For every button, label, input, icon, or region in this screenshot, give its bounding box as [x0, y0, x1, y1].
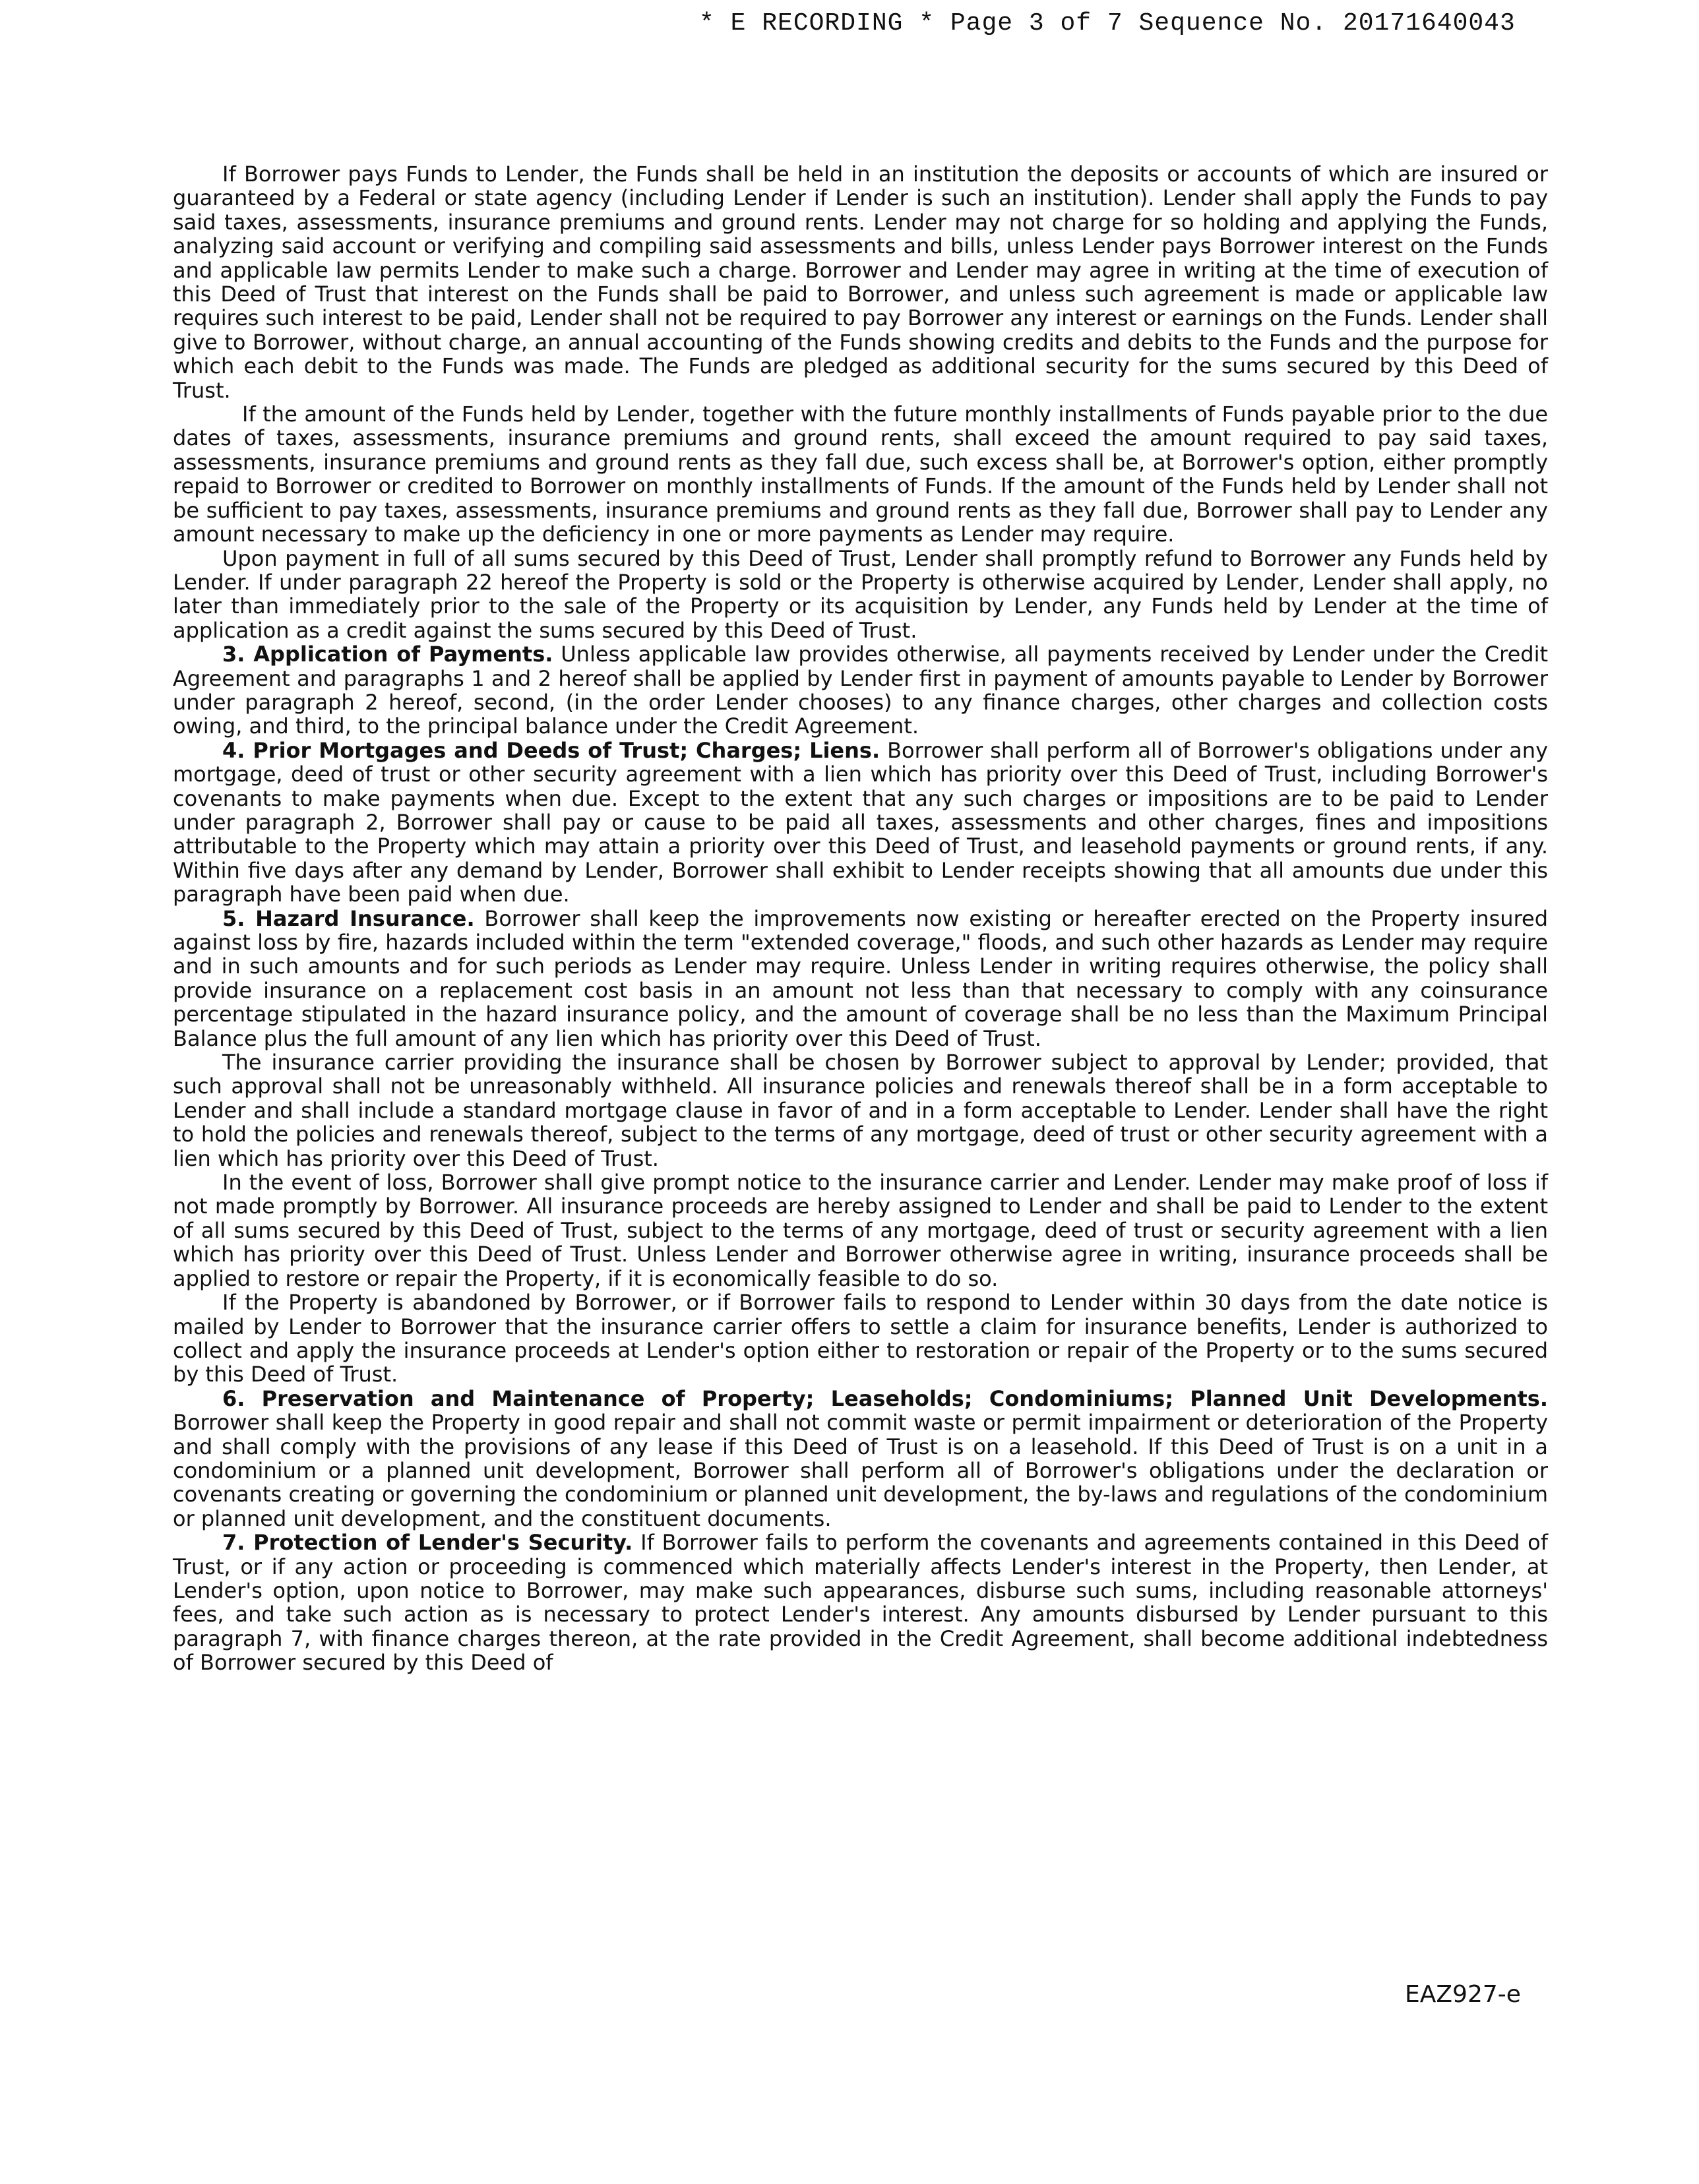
section-3-text: Unless applicable law provides otherwise, all payments received by Lender under the Credit Agreement and paragraphs 1 and 2 hereof shall be applied by Lender first in payment of amounts payable to Lender by Borrower under paragraph 2 hereof, second, (in the order Lender chooses) to any finance charges, other charges and collection costs owing, and third, to the principal balance under the Credit Agreement. — [173, 642, 1549, 739]
form-code-footer: EAZ927-e — [1405, 1981, 1521, 2008]
paragraph-event-of-loss: In the event of loss, Borrower shall give prompt notice to the insurance carrier and Lender. Lender may make proof of loss if not made promptly by Borrower. All insurance proceeds are hereby assigned to Lender and shall be paid to Lender to the extent of all sums secured by this Deed of Trust, subject to the terms of any mortgage, deed of trust or security agreement with a lien which has priority over this Deed of Trust. Unless Lender and Borrower otherwise agree in writing, insurance proceeds shall be applied to restore or repair the Property, if it is economically feasible to do so. — [173, 1170, 1548, 1291]
paragraph-insurance-carrier: The insurance carrier providing the insurance shall be chosen by Borrower subject to approval by Lender; provided, that such approval shall not be unreasonably withheld. All insurance policies and renewals thereof shall be in a form acceptable to Lender and shall include a standard mortgage clause in favor of and in a form acceptable to Lender. Lender shall have the right to hold the policies and renewals thereof, subject to the terms of any mortgage, deed of trust or other security agreement with a lien which has priority over this Deed of Trust. — [173, 1050, 1548, 1171]
recording-header: * E RECORDING * Page 3 of 7 Sequence No. 20171640043 — [699, 9, 1516, 38]
section-4-prior-mortgages — [173, 739, 1548, 907]
section-7-text: If Borrower fails to perform the covenants and agreements contained in this Deed of Trust, or if any action or proceeding is commenced which materially affects Lender's interest in the Property, then Lender, at Lender's option, upon notice to Borrower, may make such appearances, disburse such sums, including reasonable attorneys' fees, and take such action as is necessary to protect Lender's interest. Any amounts disbursed by Lender pursuant to this paragraph 7, with finance charges thereon, at the rate provided in the Credit Agreement, shall become additional indebtedness of Borrower secured by this Deed of — [173, 1530, 1549, 1676]
section-6-heading: 6. Preservation and Maintenance of Property; Leaseholds; Condominiums; Planned Unit Developments. — [222, 1385, 1548, 1411]
section-6-preservation — [173, 1387, 1548, 1531]
section-6-text: Borrower shall keep the Property in good repair and shall not commit waste or permit impairment or deterioration of the Property and shall comply with the provisions of any lease if this Deed of Trust is on a leasehold. If this Deed of Trust is on a unit in a condominium or a planned unit development, Borrower shall perform all of Borrower's obligations under the declaration or covenants creating or governing the condominium or planned unit development, the by-laws and regulations of the condominium or planned unit development, and the constituent documents. — [173, 1410, 1548, 1531]
paragraph-funds-excess: If the amount of the Funds held by Lender, together with the future monthly installments of Funds payable prior to the due dates of taxes, assessments, insurance premiums and ground rents, shall exceed the amount required to pay said taxes, assessments, insurance premiums and ground rents as they fall due, such excess shall be, at Borrower's option, either promptly repaid to Borrower or credited to Borrower on monthly installments of Funds. If the amount of the Funds held by Lender shall not be sufficient to pay taxes, assessments, insurance premiums and ground rents as they fall due, Borrower shall pay to Lender any amount necessary to make up the deficiency in one or more payments as Lender may require. — [173, 402, 1548, 547]
section-5-heading: 5. Hazard Insurance. — [222, 905, 475, 931]
paragraph-funds-held: If Borrower pays Funds to Lender, the Funds shall be held in an institution the deposits or accounts of which are insured or guaranteed by a Federal or state agency (including Lender if Lender is such an institution). Lender shall apply the Funds to pay said taxes, assessments, insurance premiums and ground rents. Lender may not charge for so holding and applying the Funds, analyzing said account or verifying and compiling said assessments and bills, unless Lender pays Borrower interest on the Funds and applicable law permits Lender to make such a charge. Borrower and Lender may agree in writing at the time of execution of this Deed of Trust that interest on the Funds shall be paid to Borrower, and unless such agreement is made or applicable law requires such interest to be paid, Lender shall not be required to pay Borrower any interest or earnings on the Funds. Lender shall give to Borrower, without charge, an annual accounting of the Funds showing credits and debits to the Funds and the purpose for which each debit to the Funds was made. The Funds are pledged as additional security for the sums secured by this Deed of Trust. — [173, 162, 1548, 403]
section-5-text: Borrower shall keep the improvements now existing or hereafter erected on the Property insured against loss by fire, hazards included within the term "extended coverage," floods, and such other hazards as Lender may require and in such amounts and for such periods as Lender may require. Unless Lender in writing requires otherwise, the policy shall provide insurance on a replacement cost basis in an amount not less than that necessary to comply with any coinsurance percentage stipulated in the hazard insurance policy, and the amount of coverage shall be no less than the Maximum Principal Balance plus the full amount of any lien which has priority over this Deed of Trust. — [173, 905, 1549, 1051]
section-7-heading: 7. Protection of Lender's Security. — [222, 1530, 633, 1556]
paragraph-abandoned-property: If the Property is abandoned by Borrower, or if Borrower fails to respond to Lender within 30 days from the date notice is mailed by Lender to Borrower that the insurance carrier offers to settle a claim for insurance benefits, Lender is authorized to collect and apply the insurance proceeds at Lender's option either to restoration or repair of the Property or to the sums secured by this Deed of Trust. — [173, 1290, 1548, 1387]
section-4-text: Borrower shall perform all of Borrower's obligations under any mortgage, deed of trust or other security agreement with a lien which has priority over this Deed of Trust, including Borrower's covenants to make payments when due. Except to the extent that any such charges or impositions are to be paid to Lender under paragraph 2, Borrower shall pay or cause to be paid all taxes, assessments and other charges, fines and impositions attributable to the Property which may attain a priority over this Deed of Trust, and leasehold payments or ground rents, if any. Within five days after any demand by Lender, Borrower shall exhibit to Lender receipts showing that all amounts due under this paragraph have been paid when due. — [173, 737, 1549, 907]
section-5-hazard-insurance — [173, 907, 1548, 1050]
section-3-application-of-payments — [173, 642, 1548, 739]
section-7-protection — [173, 1531, 1548, 1674]
section-4-heading: 4. Prior Mortgages and Deeds of Trust; Charges; Liens. — [222, 737, 880, 763]
paragraph-funds-refund: Upon payment in full of all sums secured by this Deed of Trust, Lender shall promptly refund to Borrower any Funds held by Lender. If under paragraph 22 hereof the Property is sold or the Property is otherwise acquired by Lender, Lender shall apply, no later than immediately prior to the sale of the Property or its acquisition by Lender, any Funds held by Lender at the time of application as a credit against the sums secured by this Deed of Trust. — [173, 545, 1548, 643]
section-3-heading: 3. Application of Payments. — [222, 642, 553, 667]
document-body — [173, 162, 1548, 1675]
